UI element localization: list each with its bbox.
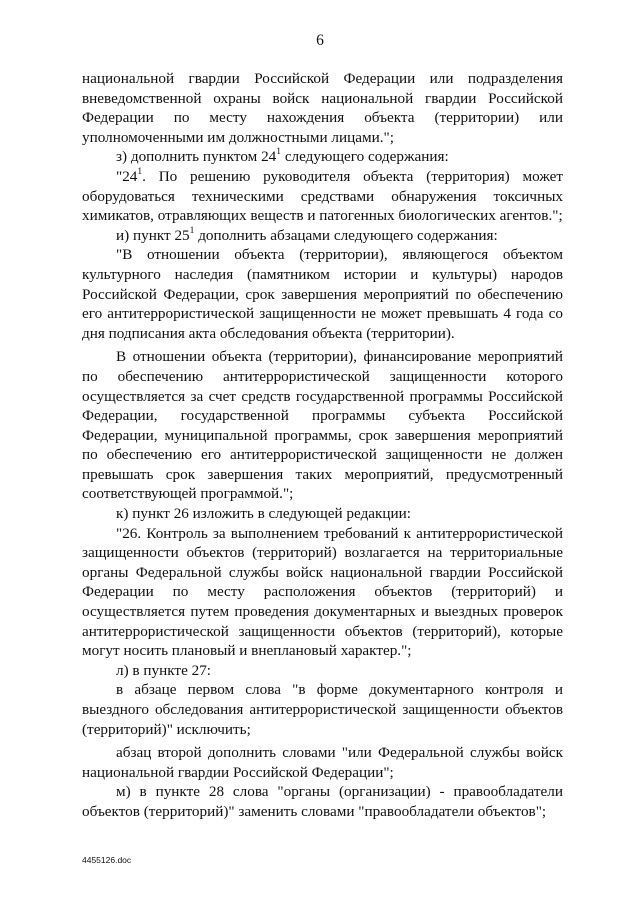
superscript: 1 [189, 225, 195, 236]
paragraph-3: "$24^1$. По решению руководителя объекта (территория) может оборудоваться техническими средствами обнаружения токсичных химикатов, отравляющих веществ и патогенных биологических агентов."; [82, 166, 563, 225]
paragraph-8: "26. Контроль за выполнением требований к антитеррористической защищенности объектов (территорий) возлагается на территориальные органы Федеральной службы войск национальной гвардии Российской Федерации по месту расположения объектов (территорий) и осуществляется путем проведения документарных и выездных проверок антитеррористической защищенности объектов (территорий), которые могут носить плановый и внеплановый характер."; [82, 524, 563, 660]
paragraph-4: и) пункт $25^1$ дополнить абзацами следующего содержания: [116, 225, 498, 244]
paragraph-6: В отношении объекта (территории), финансирование мероприятий по обеспечению антитеррористической защищенности которого осуществляется за счет средств государственной программы Российской Федерации, государственной программы субъекта Российской Федерации, муниципальной программы, срок завершения мероприятий по обеспечению его антитеррористической защищенности не должен превышать срок завершения таких мероприятий, предусмотренный соответствующей программой."; [82, 348, 563, 503]
paragraph-9: л) в пункте 27: [116, 661, 212, 679]
paragraph-5: "В отношении объекта (территории), являющегося объектом культурного наследия (памятником истории и культуры) народов Российской Федерации, срок завершения мероприятий по обеспечению его антитеррористической защищенности не может превышать 4 года со дня подписания акта обследования объекта (территории). [82, 246, 563, 342]
paragraph-12: м) в пункте 28 слова "органы (организации) - правообладатели объектов (территорий)" заменить словами "правообладатели объектов"; [82, 783, 563, 820]
superscript: 1 [137, 166, 143, 177]
paragraph-7: к) пункт 26 изложить в следующей редакции: [116, 505, 412, 523]
paragraph-2: з) дополнить пунктом $24^1$ следующего содержания: [116, 147, 449, 166]
paragraph-1: национальной гвардии Российской Федерации или подразделения вневедомственной охраны войск национальной гвардии Российской Федерации по месту нахождения объекта (территории) или уполномоченными им должностными лицами."; [82, 70, 563, 146]
paragraph-10: в абзаце первом слова "в форме документарного контроля и выездного обследования антитеррористической защищенности объектов (территорий)" исключить; [82, 681, 563, 738]
file-name-footer: 4455126.doc [82, 855, 132, 865]
document-body [82, 69, 563, 822]
page-number: 6 [316, 32, 324, 49]
paragraph-11: абзац второй дополнить словами "или Федеральной службы войск национальной гвардии Российской Федерации"; [82, 744, 563, 781]
superscript: 1 [276, 147, 282, 158]
